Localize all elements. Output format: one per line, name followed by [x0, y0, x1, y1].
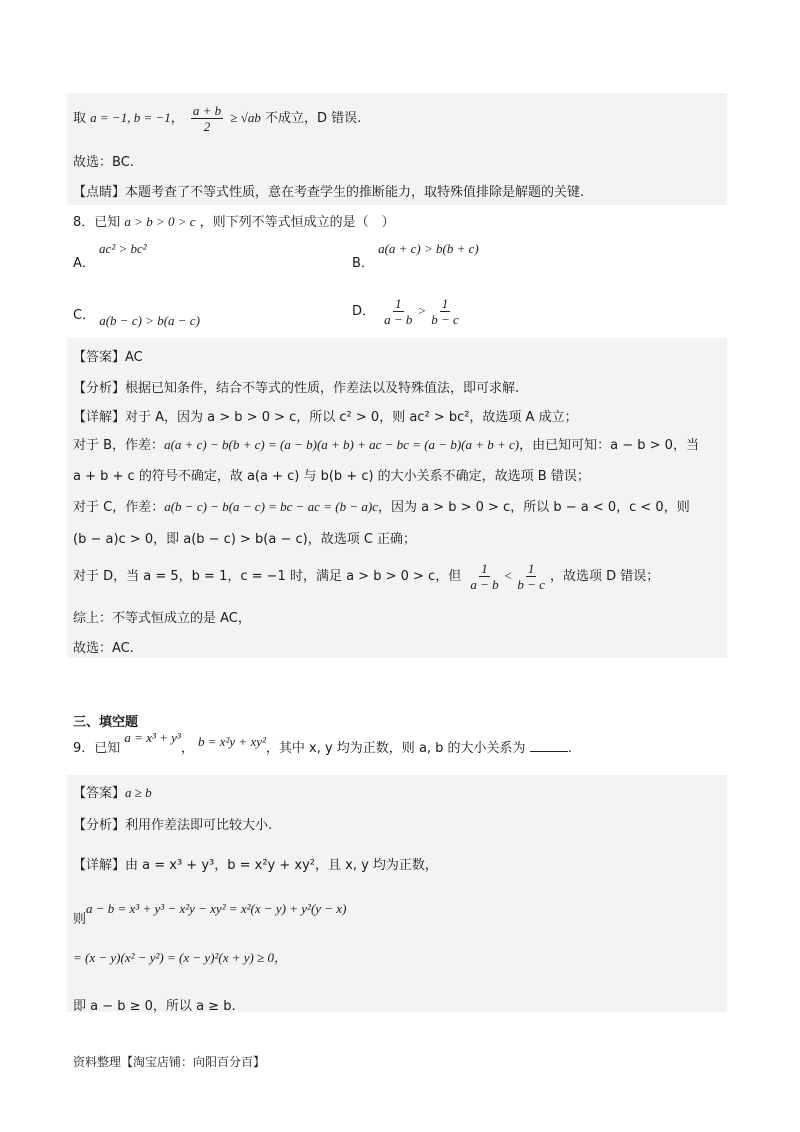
q8-detail-4: 对于 C，作差：a(b − c) − b(a − c) = bc − ac = (b − a)c，因为 a > b > 0 > c，所以 b − a < 0，c < 0，则 [73, 499, 690, 515]
q8-analysis: 【分析】根据已知条件，结合不等式的性质，作差法以及特殊值法，即可求解. [73, 381, 520, 396]
q8-detail-1: 【详解】对于 A，因为 a > b > 0 > c，所以 c² > 0，则 ac² > bc²，故选项 A 成立； [73, 410, 578, 425]
page-footer: 资料整理【淘宝店铺：向阳百分百】 [73, 1055, 266, 1069]
q9-solution-block [67, 775, 727, 1012]
q9-detail-1: 【详解】由 a = x³ + y³，b = x²y + xy²，且 x, y 均为正数， [73, 858, 438, 873]
section-heading: 三、填空题 [73, 715, 139, 730]
fraction: $\frac{1}{b - c}$ [517, 561, 545, 592]
q8-detail-2: 对于 B，作差：a(a + c) − b(b + c) = (a − b)(a + b) + ac − bc = (a − b)(a + b + c)，由已知可知：a − b > 0，当 [73, 437, 699, 453]
q8-detail-6: 对于 D，当 a = 5，b = 1，c = −1 时，满足 a > b > 0 > c，但 $\frac{1}{a - b}$ < $\frac{1}{b - c}$ ，故选项 D 错误； [73, 561, 660, 592]
fraction: $\frac{1}{a - b}$ [470, 561, 499, 592]
q9-detail-3: = (x − y)(x² − y²) = (x − y)²(x + y) ≥ 0， [73, 950, 288, 965]
q8-detail-8: 故选：AC. [73, 641, 134, 656]
q8-stem: 8．已知 a > b > 0 > c ，则下列不等式恒成立的是（ ） [73, 214, 395, 230]
q9-answer: 【答案】a ≥ b [73, 785, 152, 801]
q8-option-c: C． a(b − c) > b(a − c) [73, 308, 200, 328]
q7-choice: 故选：BC. [73, 155, 134, 170]
q8-option-d: D． $\frac{1}{a - b}$ > $\frac{1}{b - c}$ [352, 296, 459, 327]
fraction: $\frac{a + b}{2}$ [192, 103, 222, 134]
q9-analysis: 【分析】利用作差法即可比较大小. [73, 818, 273, 833]
q8-detail-7: 综上：不等式恒成立的是 AC， [73, 611, 251, 626]
q9-stem: 9．已知 a = x³ + y³， b = x²y + xy²，其中 x, y 均为正数，则 a, b 的大小关系为 . [73, 730, 572, 756]
fraction: $\frac{1}{a - b}$ [384, 296, 413, 327]
q7-counterexample-line: 取 a = −1, b = −1， $\frac{a + b}{2}$ ≥ √ab 不成立，D 错误. [73, 103, 362, 134]
q9-detail-4: 即 a − b ≥ 0，所以 a ≥ b. [73, 999, 236, 1014]
q8-detail-3: a + b + c 的符号不确定，故 a(a + c) 与 b(b + c) 的大小关系不确定，故选项 B 错误； [73, 469, 590, 484]
q7-comment: 【点睛】本题考查了不等式性质，意在考查学生的推断能力，取特殊值排除是解题的关键. [73, 185, 585, 200]
q8-detail-5: (b − a)c > 0，即 a(b − c) > b(a − c)，故选项 C 正确； [73, 532, 417, 547]
fraction: $\frac{1}{b - c}$ [431, 296, 459, 327]
q8-answer: 【答案】AC [73, 350, 143, 365]
q8-option-b: B． a(a + c) > b(b + c) [352, 241, 479, 271]
answer-blank [530, 739, 568, 752]
q8-option-a: A． ac² > bc² [73, 241, 147, 271]
q9-detail-2: 则a − b = x³ + y³ − x²y − xy² = x²(x − y) + y²(y − x) [73, 901, 347, 927]
